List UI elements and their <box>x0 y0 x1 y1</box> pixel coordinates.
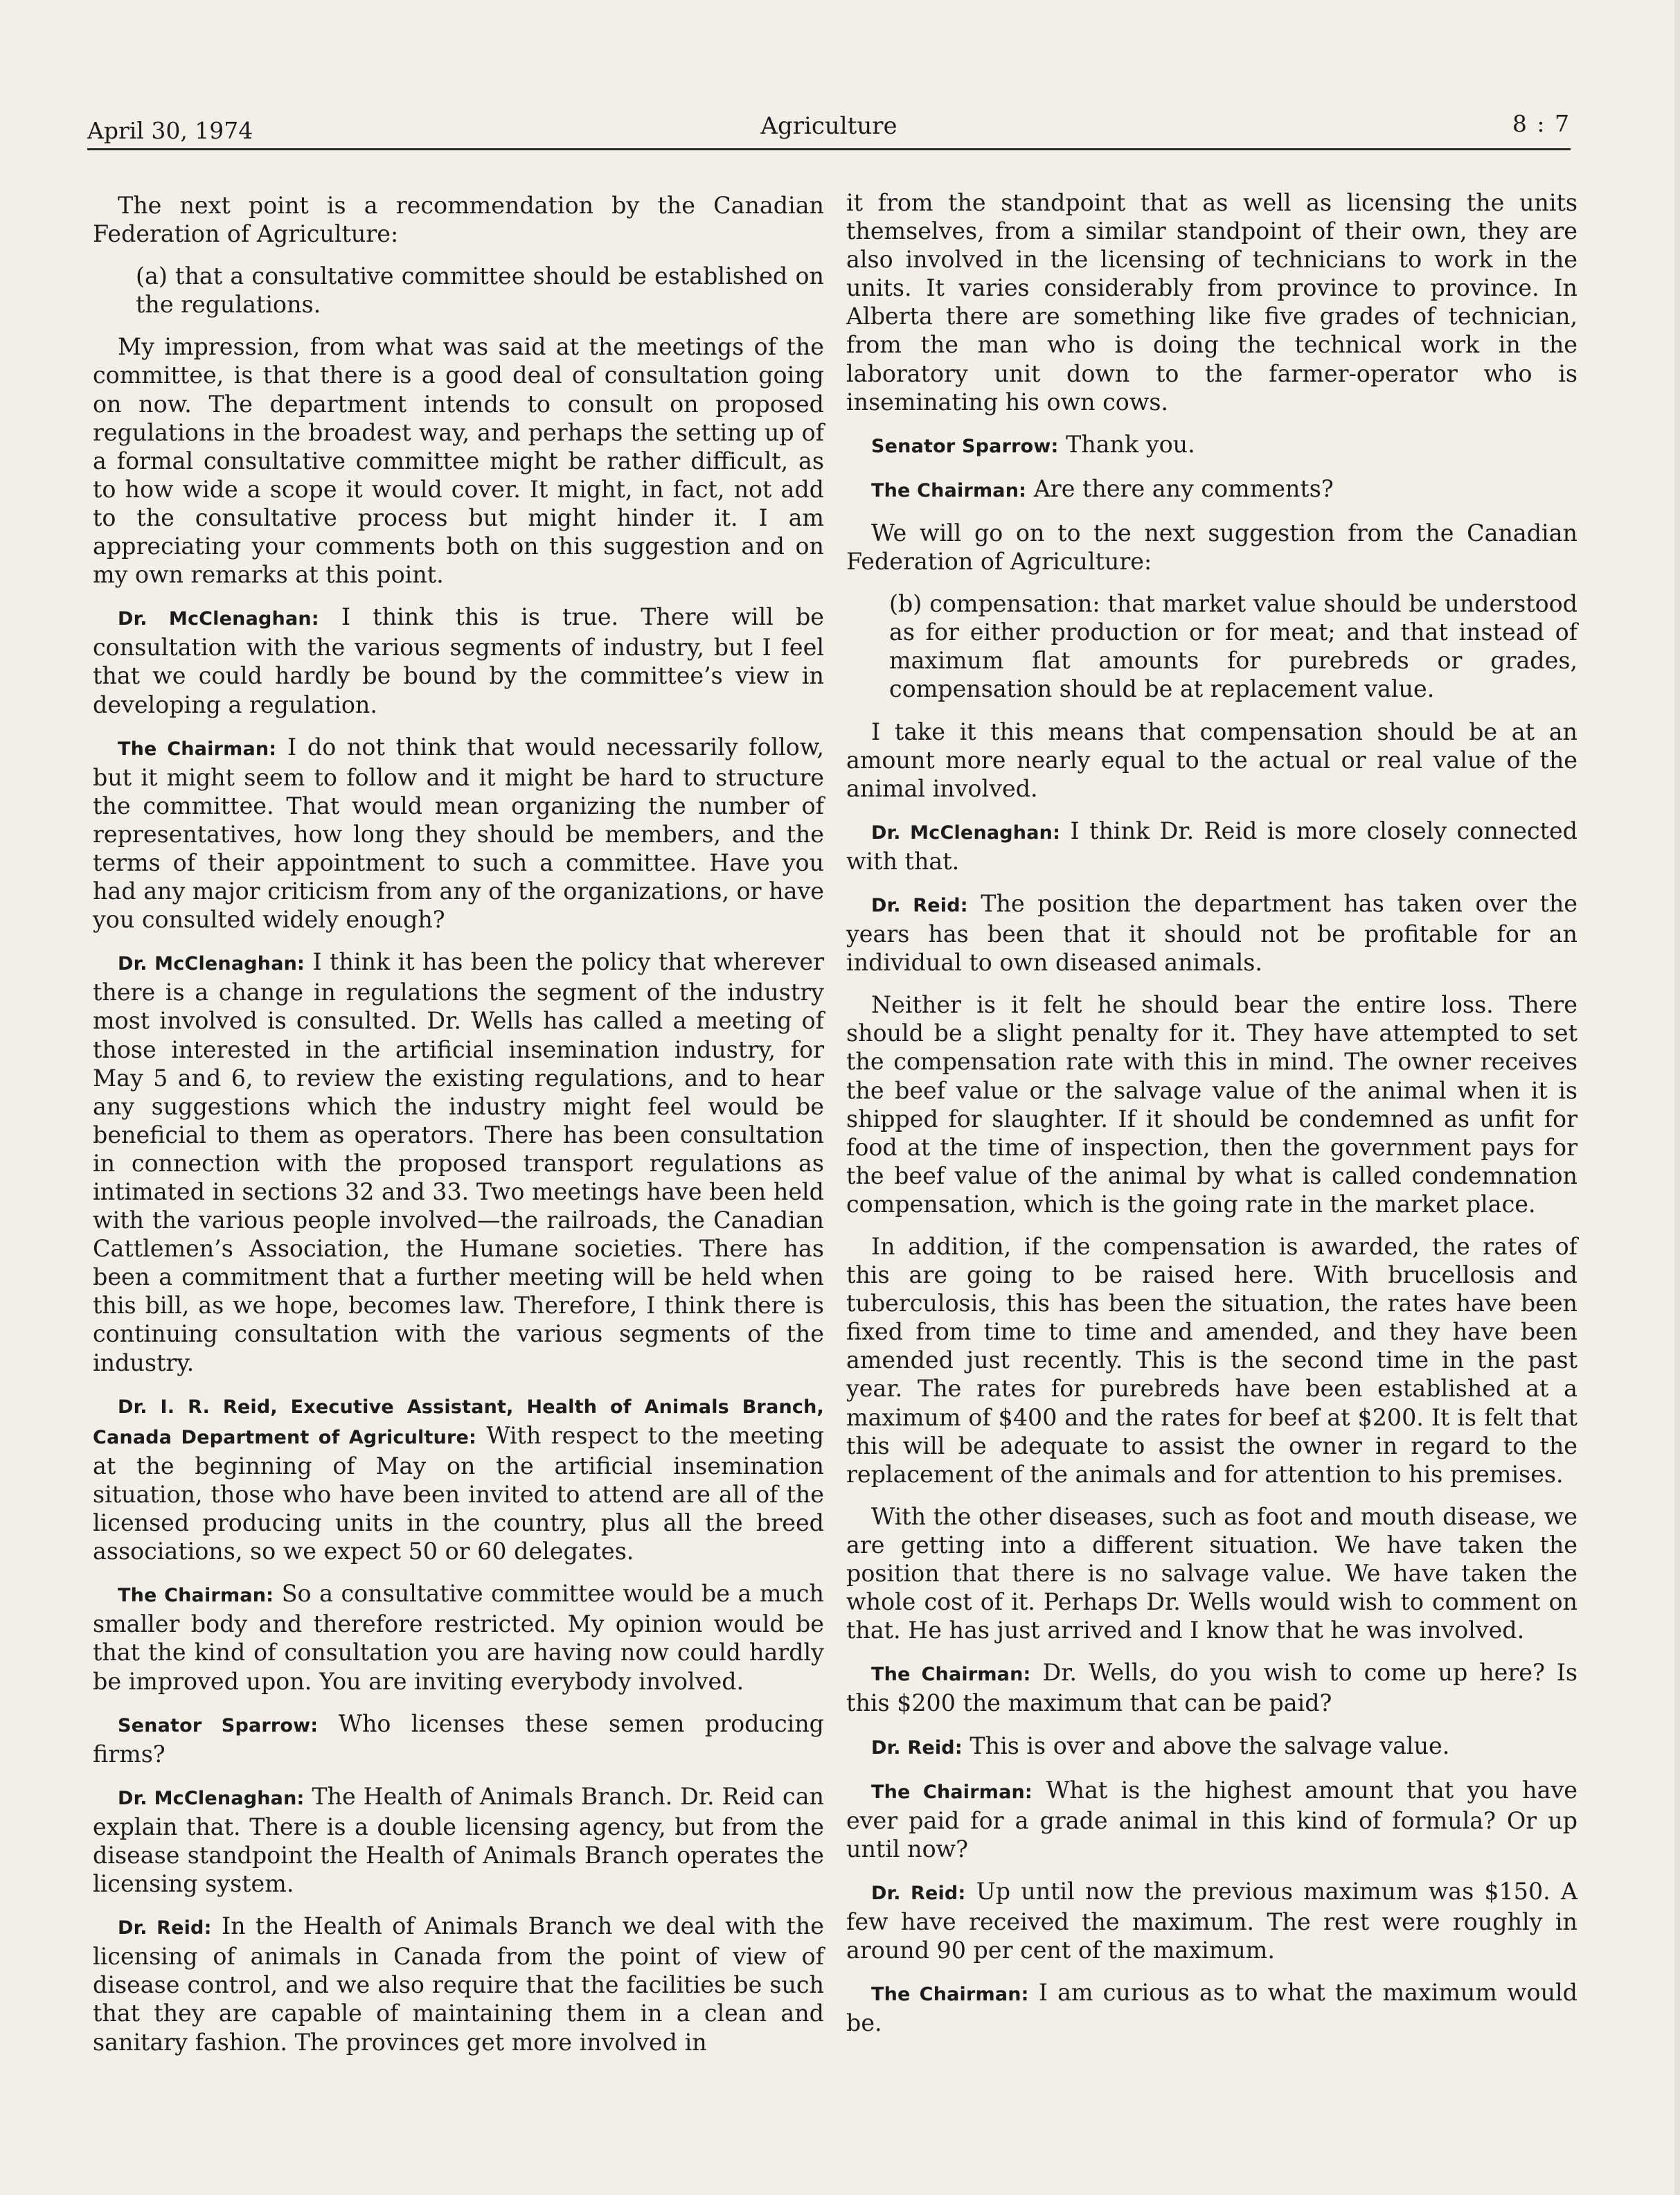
paragraph-continued: it from the standpoint that as well as licensing the units themselves, from a similar standpoint of their own, they are also involved in the licensing of technicians to work in the units. It varies considerably from province to province. In Alberta there are something like five grades of technician, from the man who is doing the technical work in the laboratory unit down to the farmer-operator who is inseminating his own cows. <box>846 189 1578 416</box>
paragraph: Dr. Reid: Up until now the previous maximum was $150. A few have received the maximum. The rest were roughly in around 90 per cent of the maximum. <box>846 1877 1578 1964</box>
page-number: 8 : 7 <box>1512 110 1571 137</box>
header-date: April 30, 1974 <box>87 117 253 144</box>
left-column <box>93 191 824 2070</box>
right-column <box>846 188 1578 2051</box>
paragraph: The Chairman: Are there any comments? <box>871 474 1334 502</box>
page-edge <box>1674 0 1680 2195</box>
paragraph: With the other diseases, such as foot and mouth disease, we are getting into a different situation. We have taken the position that there is no salvage value. We have taken the whole cost of it. Perhaps Dr. Wells would wish to comment on that. He has just arrived and I know that he was involved. <box>846 1502 1578 1644</box>
paragraph: Dr. McClenaghan: I think it has been the policy that wherever there is a change in regulations the segment of the industry most involved is consulted. Dr. Wells has called a meeting of those interested in the artificial insemination industry, for May 5 and 6, to review the existing regulations, and to hear any suggestions which the industry might feel would be beneficial to them as operators. There has been consultation in connection with the proposed transport regulations as intimated in sections 32 and 33. Two meetings have been held with the various people involved—the railroads, the Canadian Cattlemen’s Association, the Humane societies. There has been a commitment that a further meeting will be held when this bill, as we hope, becomes law. Therefore, I think there is continuing consultation with the various segments of the industry. <box>93 948 824 1376</box>
paragraph: The Chairman: I do not think that would necessarily follow, but it might seem to follow and it might be hard to structure the committee. That would mean organizing the number of representatives, how long they should be members, and the terms of their appointment to such a committee. Have you had any major criticism from any of the organizations, or have you consulted widely enough? <box>93 733 824 934</box>
speaker-name: The Chairman: <box>871 1781 1033 1803</box>
page-header <box>87 104 1571 150</box>
paragraph: The Chairman: What is the highest amount that you have ever paid for a grade animal in this kind of formula? Or up until now? <box>846 1776 1578 1863</box>
quoted-recommendation: (a) that a consultative committee should be established on the regulations. <box>136 263 824 319</box>
paragraph: Neither is it felt he should bear the entire loss. There should be a slight penalty for it. They have attempted to set the compensation rate with this in mind. The owner receives the beef value or the salvage value of the animal when it is shipped for slaughter. If it should be condemned as unfit for food at the time of inspection, then the government pays for the beef value of the animal by what is called condemnation compensation, which is the going rate in the market place. <box>846 991 1578 1218</box>
speaker-name: The Chairman: <box>871 1984 1029 2006</box>
paragraph: Senator Sparrow: Who licenses these semen producing firms? <box>93 1709 824 1768</box>
paragraph: In addition, if the compensation is awarded, the rates of this are going to be raised here. With brucellosis and tuberculosis, this has been the situation, the rates have been fixed from time to time and amended, and they have been amended just recently. This is the second time in the past year. The rates for purebreds have been established at a maximum of $400 and the rates for beef at $200. It is felt that this will be adequate to assist the owner in regard to the replacement of the animals and for attention to his premises. <box>846 1233 1578 1488</box>
speaker-name: The Chairman: <box>118 738 277 760</box>
paragraph: The Chairman: So a consultative committee would be a much smaller body and therefore restricted. My opinion would be that the kind of consultation you are having now could hardly be improved upon. You are inviting everybody involved. <box>93 1580 824 1695</box>
speaker-name: Dr. Reid: <box>118 1917 212 1939</box>
speaker-name: Senator Sparrow: <box>871 435 1059 457</box>
speaker-name: The Chairman: <box>871 1664 1031 1686</box>
paragraph: Dr. Reid: In the Health of Animals Branch we deal with the licensing of animals in Canada from the point of view of disease control, and we also require that the facilities be such that they are capable of maintaining them in a clean and sanitary fashion. The provinces get more involved in <box>93 1912 824 2056</box>
paragraph: The Chairman: I am curious as to what the maximum would be. <box>846 1979 1578 2037</box>
speaker-name: Dr. Reid: <box>871 894 968 916</box>
paragraph: The next point is a recommendation by the Canadian Federation of Agriculture: <box>93 192 824 248</box>
paragraph: Senator Sparrow: Thank you. <box>871 430 1195 458</box>
paragraph: We will go on to the next suggestion from the Canadian Federation of Agriculture: <box>846 519 1578 576</box>
paragraph: The Chairman: Dr. Wells, do you wish to come up here? Is this $200 the maximum that can be paid? <box>846 1659 1578 1717</box>
speaker-name: Dr. Reid: <box>871 1736 963 1759</box>
paragraph: Dr. I. R. Reid, Executive Assistant, Health of Animals Branch, Canada Department of Agriculture: With respect to the meeting at the beginning of May on the artificial insemination situation, those who have been invited to attend are all of the licensed producing units in the country, plus all the breed associations, so we expect 50 or 60 delegates. <box>93 1396 825 1565</box>
speaker-name: Dr. I. R. Reid, Executive Assistant, Health of Animals Branch, Canada Department of Agriculture: <box>93 1396 824 1448</box>
paragraph: I take it this means that compensation should be at an amount more nearly equal to the actual or real value of the animal involved. <box>846 718 1578 802</box>
speaker-name: Dr. Reid: <box>871 1882 966 1904</box>
header-title: Agriculture <box>760 112 897 140</box>
paragraph: My impression, from what was said at the meetings of the committee, is that there is a good deal of consultation going on now. The department intends to consult on proposed regulations in the broadest way, and perhaps the setting up of a formal consultative committee might be rather difficult, as to how wide a scope it would cover. It might, in fact, not add to the consultative process but might hinder it. I am appreciating your comments both on this suggestion and on my own remarks at this point. <box>93 333 824 589</box>
speaker-name: The Chairman: <box>871 479 1027 501</box>
speaker-name: Dr. McClenaghan: <box>118 608 319 630</box>
paragraph: Dr. McClenaghan: I think this is true. There will be consultation with the various segments of industry, but I feel that we could hardly be bound by the committee’s view in developing a regulation. <box>93 603 824 718</box>
speaker-name: Senator Sparrow: <box>118 1714 319 1736</box>
paragraph: Dr. McClenaghan: I think Dr. Reid is more closely connected with that. <box>846 817 1578 875</box>
speaker-name: Dr. McClenaghan: <box>871 821 1061 844</box>
quoted-recommendation: (b) compensation: that market value should be understood as for either production or for meat; and that instead of maximum flat amounts for purebreds or grades, compensation should be at replacement value. <box>889 590 1578 703</box>
speaker-name: The Chairman: <box>118 1585 274 1607</box>
paragraph: Dr. Reid: The position the department has taken over the years has been that it should not be profitable for an individual to own diseased animals. <box>846 889 1578 977</box>
paragraph: Dr. Reid: This is over and above the salvage value. <box>871 1732 1450 1759</box>
speaker-name: Dr. McClenaghan: <box>118 953 305 975</box>
paragraph: Dr. McClenaghan: The Health of Animals Branch. Dr. Reid can explain that. There is a double licensing agency, but from the disease standpoint the Health of Animals Branch operates the licensing system. <box>93 1782 824 1898</box>
speaker-name: Dr. McClenaghan: <box>118 1787 305 1809</box>
